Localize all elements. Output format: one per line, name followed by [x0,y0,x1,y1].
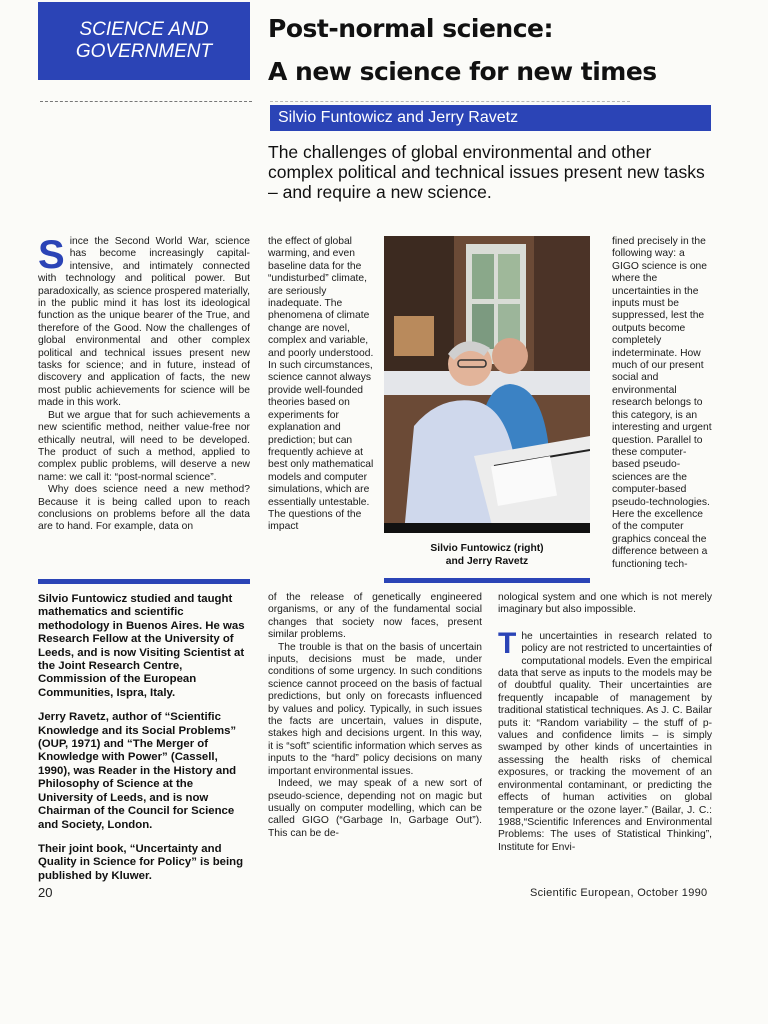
column-4-top [612,236,712,571]
header-divider-right [270,101,630,102]
section-label-line2: GOVERNMENT [75,41,213,62]
header-divider-left [40,101,252,102]
mid-divider [384,578,590,583]
author-bios [38,593,250,894]
bio-funtowicz: Silvio Funtowicz studied and taught mathematics and scientific methodology in Buenos Aires. He was Research Fellow at the University of Leeds, and is now Visiting Scientist at the Joint Research Centre, Commission of the European Communities, Ispra, Italy. [38,593,245,699]
bio-ravetz: Jerry Ravetz, author of “Scientific Knowledge and its Social Problems” (OUP, 1971) and “The Merger of Knowledge with Power” (Cassell, 1990), was Reader in the History and Philosophy of Science at the University of Leeds, and is now Chairman of the Council for Science and Society, London. [38,711,237,831]
standfirst: The challenges of global environmental and other complex political and technical issues present new tasks – and require a new science. [268,142,705,202]
author-photo [384,236,590,533]
col2-text: the effect of global warming, and even baseline data for the “undisturbed” climate, are seriously inadequate. The phenomena of climate change are novel, complex and variable, and poorly understood. In such circumstances, science cannot always provide well-founded theories based on experiments for explanation and prediction; but can frequently achieve at best only mathematical models and computer simulations, which are essentially untestable. The questions of the impact [268,236,374,533]
col23-text-1: of the release of genetically engineered organisms, or any of the fundamental social changes that society now faces, present similar problems. [268,592,482,641]
bio-book: Their joint book, “Uncertainty and Quality in Science for Policy” is being published by Kluwer. [38,842,244,882]
bio-divider [38,579,250,584]
col1-text-1: ince the Second World War, science has become increasingly capital-intensive, and intimately connected with technology and political power. But paradoxically, as science prospered materially, in the public mind it has lost its ideological function as the unique bearer of the True, and therefore of the Good. Now the challenges of global environmental and other complex political and technical issues present new tasks for science; and in future, instead of discovery and application of facts, the new most public achievements for science will be made in this work. [38,236,250,409]
section-label [38,2,250,80]
intro-paragraph [38,233,250,410]
dropcap-t: T [498,626,517,660]
col45-text-2 [498,626,712,854]
headline-line2: A new science for new times [268,57,657,86]
author-photo-graphic [384,236,590,533]
caption-line1: Silvio Funtowicz (right) [430,543,544,554]
column-2-bottom [268,592,482,840]
col1-text-3: Why does science need a new method? Because it is being called upon to reach conclusions on problems before all the data are to hand. For example, data on [38,484,250,533]
col23-text-3: Indeed, we may speak of a new sort of pseudo-science, depending not on magic but usually on computer modelling, which can be called GIGO (“Garbage In, Garbage Out”). This can be de- [268,778,482,839]
col4-text: fined precisely in the following way: a GIGO science is one where the uncertainties in the inputs must be suppressed, lest the outputs become completely indeterminate. How much of our present social and environmental research belongs to this category, is an interesting and urgent question. Parallel to these computer-based pseudo-sciences are the computer-based pseudo-technologies. Here the excellence of the computer graphics conceal the difference between a functioning tech- [612,236,712,570]
column-1 [38,233,250,534]
col1-text-2: But we argue that for such achievements a new scientific method, neither value-free nor ethically neutral, will need to be developed. The product of such a method, applied to complex public problems, will deserve a new name: we call it: “post-normal science”. [38,409,250,483]
column-3-bottom [498,592,712,854]
column-2-top [268,236,376,534]
col45-text-1: nological system and one which is not merely imaginary but also impossible. [498,592,712,616]
journal-footer: Scientific European, October 1990 [530,887,708,899]
col45-body: he uncertainties in research related to policy are not restricted to uncertainties of computational models. Even the empirical data that serve as inputs to the models may be of doubtful quality. Their uncertainties are frequently incapable of management by traditional statistical techniques. As J. C. Bailar puts it: “Random variability – the stuff of p-values and confidence limits – is simply swamped by other kinds of uncertainties in assessing the health risks of chemical exposures, or tracking the movement of an environmental contaminant, or predicting the effects of human activities on global temperature or the ozone layer.” (Bailar, J. C.: 1988,“Scientific Inferences and Environmental Problems: The uses of Statistical Thinking”, Institute for Envi- [498,630,712,853]
dropcap-s: S [38,233,65,277]
photo-caption [384,543,590,568]
authors-bar: Silvio Funtowicz and Jerry Ravetz [270,105,711,131]
headline-line1: Post-normal science: [268,14,553,43]
col23-text-2: The trouble is that on the basis of uncertain inputs, decisions must be made, under conditions of some urgency. In such conditions science cannot proceed on the basis of factual predictions, but only on forecasts influenced by values and policy. Typically, in such issues the facts are uncertain, values in dispute, stakes high and decisions urgent. In this way, it is “soft” scientific information which serves as inputs to the “hard” policy decisions on many important environmental issues. [268,641,483,777]
section-label-line1: SCIENCE AND [79,19,209,40]
caption-line2: and Jerry Ravetz [445,555,529,567]
page-number: 20 [38,885,53,900]
